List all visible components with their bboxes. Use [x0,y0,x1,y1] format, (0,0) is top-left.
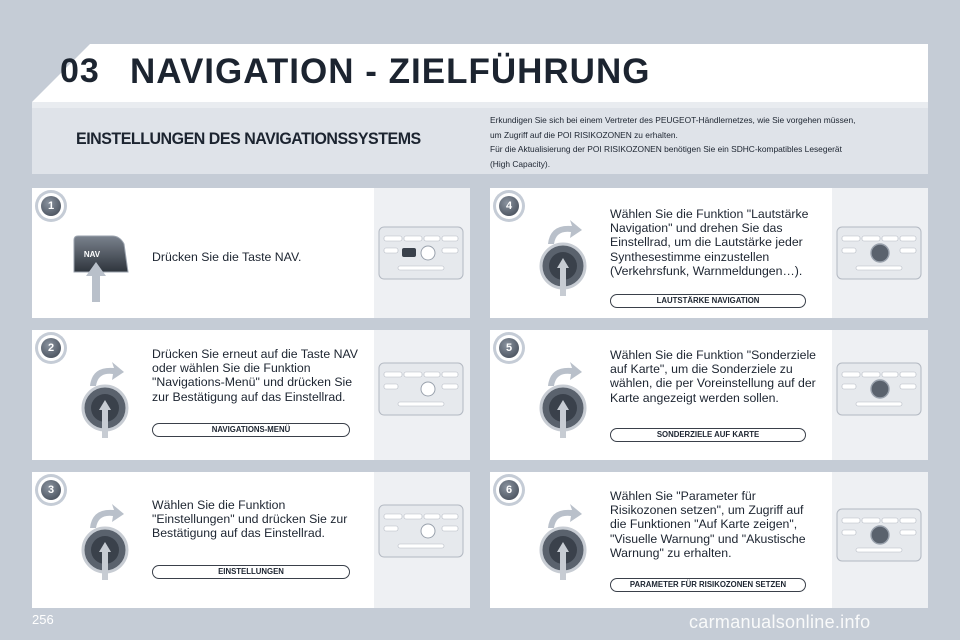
head-unit-illustration [378,504,464,558]
step-badge-3: 3 [38,477,64,503]
info-note [490,113,920,171]
banner-stripe [32,102,928,108]
nav-key-label: NAV [83,250,101,259]
section-subtitle: EINSTELLUNGEN DES NAVIGATIONSSYSTEMS [76,129,421,148]
step-badge-4: 4 [496,193,522,219]
head-unit-illustration [378,362,464,416]
menu-label-poi-on-map: SONDERZIELE AUF KARTE [610,428,806,442]
info-line: um Zugriff auf die POI RISIKOZONEN zu erhalten. [490,129,678,140]
step-2-instruction: Drücken Sie erneut auf die Taste NAV oder wählen Sie die Funktion "Navigations-Menü" und drücken Sie zur Bestätigung auf das Einstellrad. [152,347,358,404]
info-line: Erkundigen Sie sich bei einem Vertreter des PEUGEOT-Händlernetzes, wie Sie vorgehen müssen, [490,115,856,125]
page-number: 256 [32,612,54,627]
info-line: (High Capacity). [490,158,551,169]
step-badge-1: 1 [38,193,64,219]
step-4-instruction: Wählen Sie die Funktion "Lautstärke Navigation" und drehen Sie das Einstellrad, um die Lautstärke jeder Synthesestimme einzustellen (Verkehrsfunk, Warnmeldungen…). [610,207,809,278]
rotary-dial-icon [534,360,592,440]
step-3-instruction: Wählen Sie die Funktion "Einstellungen" und drücken Sie zur Bestätigung auf das Einstellrad. [152,498,348,541]
watermark: carmanualsonline.info [689,612,871,632]
step-badge-5: 5 [496,335,522,361]
menu-label-settings: EINSTELLUNGEN [152,565,350,579]
menu-label-navigation-volume: LAUTSTÄRKE NAVIGATION [610,294,806,308]
menu-label-navigation-menu: NAVIGATIONS-MENÜ [152,423,350,437]
step-5-instruction: Wählen Sie die Funktion "Sonderziele auf Karte", um die Sonderziele zu wählen, die per Voreinstellung auf der Karte angezeigt werden sollen. [610,348,817,405]
rotary-dial-icon [534,502,592,582]
head-unit-illustration [836,226,922,280]
info-line: Für die Aktualisierung der POI RISIKOZONEN benötigen Sie ein SDHC-kompatibles Lesegerät [490,144,842,155]
page-title: NAVIGATION - ZIELFÜHRUNG [130,52,651,91]
rotary-dial-icon [534,218,592,298]
step-6-instruction: Wählen Sie "Parameter für Risikozonen setzen", um Zugriff auf die Funktionen "Auf Karte zeigen", "Visuelle Warnung" und "Akustische Warnung" zu erhalten. [610,489,806,560]
head-unit-illustration [836,362,922,416]
rotary-dial-icon [76,360,134,440]
head-unit-illustration [378,226,464,280]
step-1-instruction: Drücken Sie die Taste NAV. [152,250,302,264]
step-badge-2: 2 [38,335,64,361]
press-arrow-icon [86,262,106,302]
step-badge-6: 6 [496,477,522,503]
rotary-dial-icon [76,502,134,582]
chapter-number: 03 [60,52,100,90]
menu-label-risk-zone-parameters: PARAMETER FÜR RISIKOZONEN SETZEN [610,578,806,592]
head-unit-illustration [836,508,922,562]
